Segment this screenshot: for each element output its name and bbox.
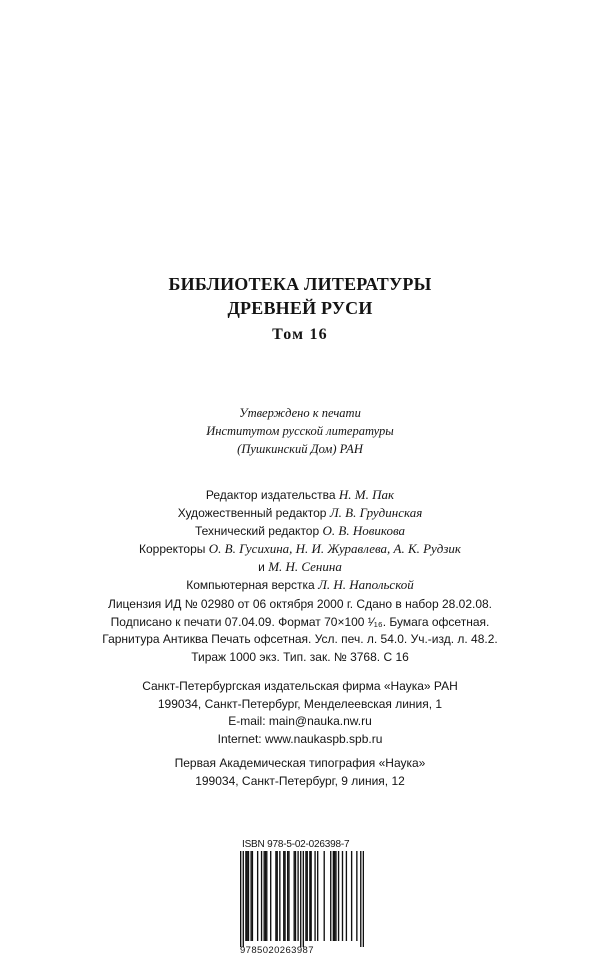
barcode-bar (307, 851, 308, 941)
barcode-digits: 9785020263987 (240, 945, 314, 956)
series-title-line-2: ДРЕВНЕЙ РУСИ (227, 298, 373, 318)
publisher-email: E-mail: main@nauka.nw.ru (228, 714, 372, 728)
barcode-bar (363, 851, 364, 947)
credit-name: О. В. Новикова (322, 523, 406, 538)
barcode-bar (252, 851, 253, 941)
series-title (0, 272, 600, 320)
approval-line: (Пушкинский Дом) РАН (237, 442, 363, 456)
tech-line: Подписано к печати 07.04.09. Формат 70×100 ¹⁄₁₆. Бумага офсетная. (110, 614, 490, 629)
barcode-bar (279, 851, 280, 941)
barcode-bar (314, 851, 315, 941)
barcode-bar (265, 851, 266, 941)
barcode-bar (263, 851, 264, 941)
barcode-bar (300, 851, 301, 947)
credit-name: Л. Н. Напольской (318, 577, 414, 592)
barcode-bar (351, 851, 352, 941)
credit-role: Художественный редактор (177, 506, 327, 520)
barcode-bar (346, 851, 347, 941)
publisher-block (0, 678, 600, 748)
credit-line (0, 486, 600, 504)
publisher-line: 199034, Санкт-Петербург, Менделеевская линия, 1 (157, 696, 443, 711)
approval-line: Утверждено к печати (239, 406, 361, 420)
barcode-bar (338, 851, 339, 941)
barcode-bar (261, 851, 262, 941)
barcode-bar (360, 851, 361, 947)
credit-role: Корректоры (138, 542, 206, 556)
barcode-bar (245, 851, 246, 941)
publisher-line: Санкт-Петербургская издательская фирма «Наука» РАН (142, 679, 458, 693)
credit-line (0, 540, 600, 558)
credit-name: М. Н. Сенина (268, 559, 342, 574)
barcode-bar (342, 851, 343, 941)
barcode-bar (303, 851, 304, 947)
credit-line (0, 576, 600, 594)
series-title-line-1: БИБЛИОТЕКА ЛИТЕРАТУРЫ (168, 274, 432, 294)
barcode-bar (310, 851, 311, 941)
barcode-bar (305, 851, 306, 941)
barcode-bar (295, 851, 296, 941)
tech-line: Тираж 1000 экз. Тип. зак. № 3768. С 16 (191, 649, 409, 664)
barcode-bar (243, 851, 244, 947)
barcode-bar (248, 851, 249, 941)
barcode-bar (334, 851, 335, 941)
credit-line (0, 558, 600, 576)
technical-info-block (0, 596, 600, 666)
volume-number: Том 16 (272, 326, 328, 343)
isbn-barcode (240, 851, 364, 947)
barcode-bar (240, 851, 241, 947)
credit-name: Л. В. Грудинская (329, 505, 423, 520)
credit-role: Технический редактор (194, 524, 320, 538)
barcode-bar (250, 851, 251, 941)
isbn-label: ISBN 978-5-02-026398-7 (242, 839, 350, 850)
barcode-bar (247, 851, 248, 941)
credit-role: Редактор издательства (205, 488, 336, 502)
barcode-bar (275, 851, 276, 941)
barcode-bar (309, 851, 310, 941)
credit-name: Н. М. Пак (338, 487, 395, 502)
approval-block (0, 404, 600, 458)
barcode-bar (333, 851, 334, 941)
barcode-bar (294, 851, 295, 941)
credit-role: Компьютерная верстка (186, 578, 315, 592)
publisher-website: Internet: www.naukaspb.spb.ru (217, 731, 383, 746)
barcode-bar (270, 851, 271, 941)
credit-role: и (258, 560, 265, 574)
barcode-bar (287, 851, 288, 941)
credit-line (0, 522, 600, 540)
barcode-bar (284, 851, 285, 941)
barcode-bar (324, 851, 325, 941)
barcode-bar (257, 851, 258, 941)
credit-line (0, 504, 600, 522)
barcode-bar (356, 851, 357, 941)
barcode-bar (297, 851, 298, 941)
barcode-bar (288, 851, 289, 941)
barcode-bar (330, 851, 331, 941)
approval-line: Институтом русской литературы (206, 424, 394, 438)
tech-line: Лицензия ИД № 02980 от 06 октября 2000 г. Сдано в набор 28.02.08. (107, 597, 493, 611)
barcode-bar (266, 851, 267, 941)
credits-block (0, 486, 600, 594)
printer-line: 199034, Санкт-Петербург, 9 линия, 12 (195, 773, 405, 788)
barcode-bar (317, 851, 318, 941)
barcode-bar (283, 851, 284, 941)
printer-block (0, 755, 600, 790)
tech-line: Гарнитура Антиква Печать офсетная. Усл. печ. л. 54.0. Уч.-изд. л. 48.2. (102, 632, 498, 646)
barcode-bar (335, 851, 336, 941)
barcode-bar (277, 851, 278, 941)
printer-line: Первая Академическая типография «Наука» (174, 756, 426, 770)
credit-name: О. В. Гусихина, Н. И. Журавлева, А. К. Рудзик (208, 541, 461, 556)
